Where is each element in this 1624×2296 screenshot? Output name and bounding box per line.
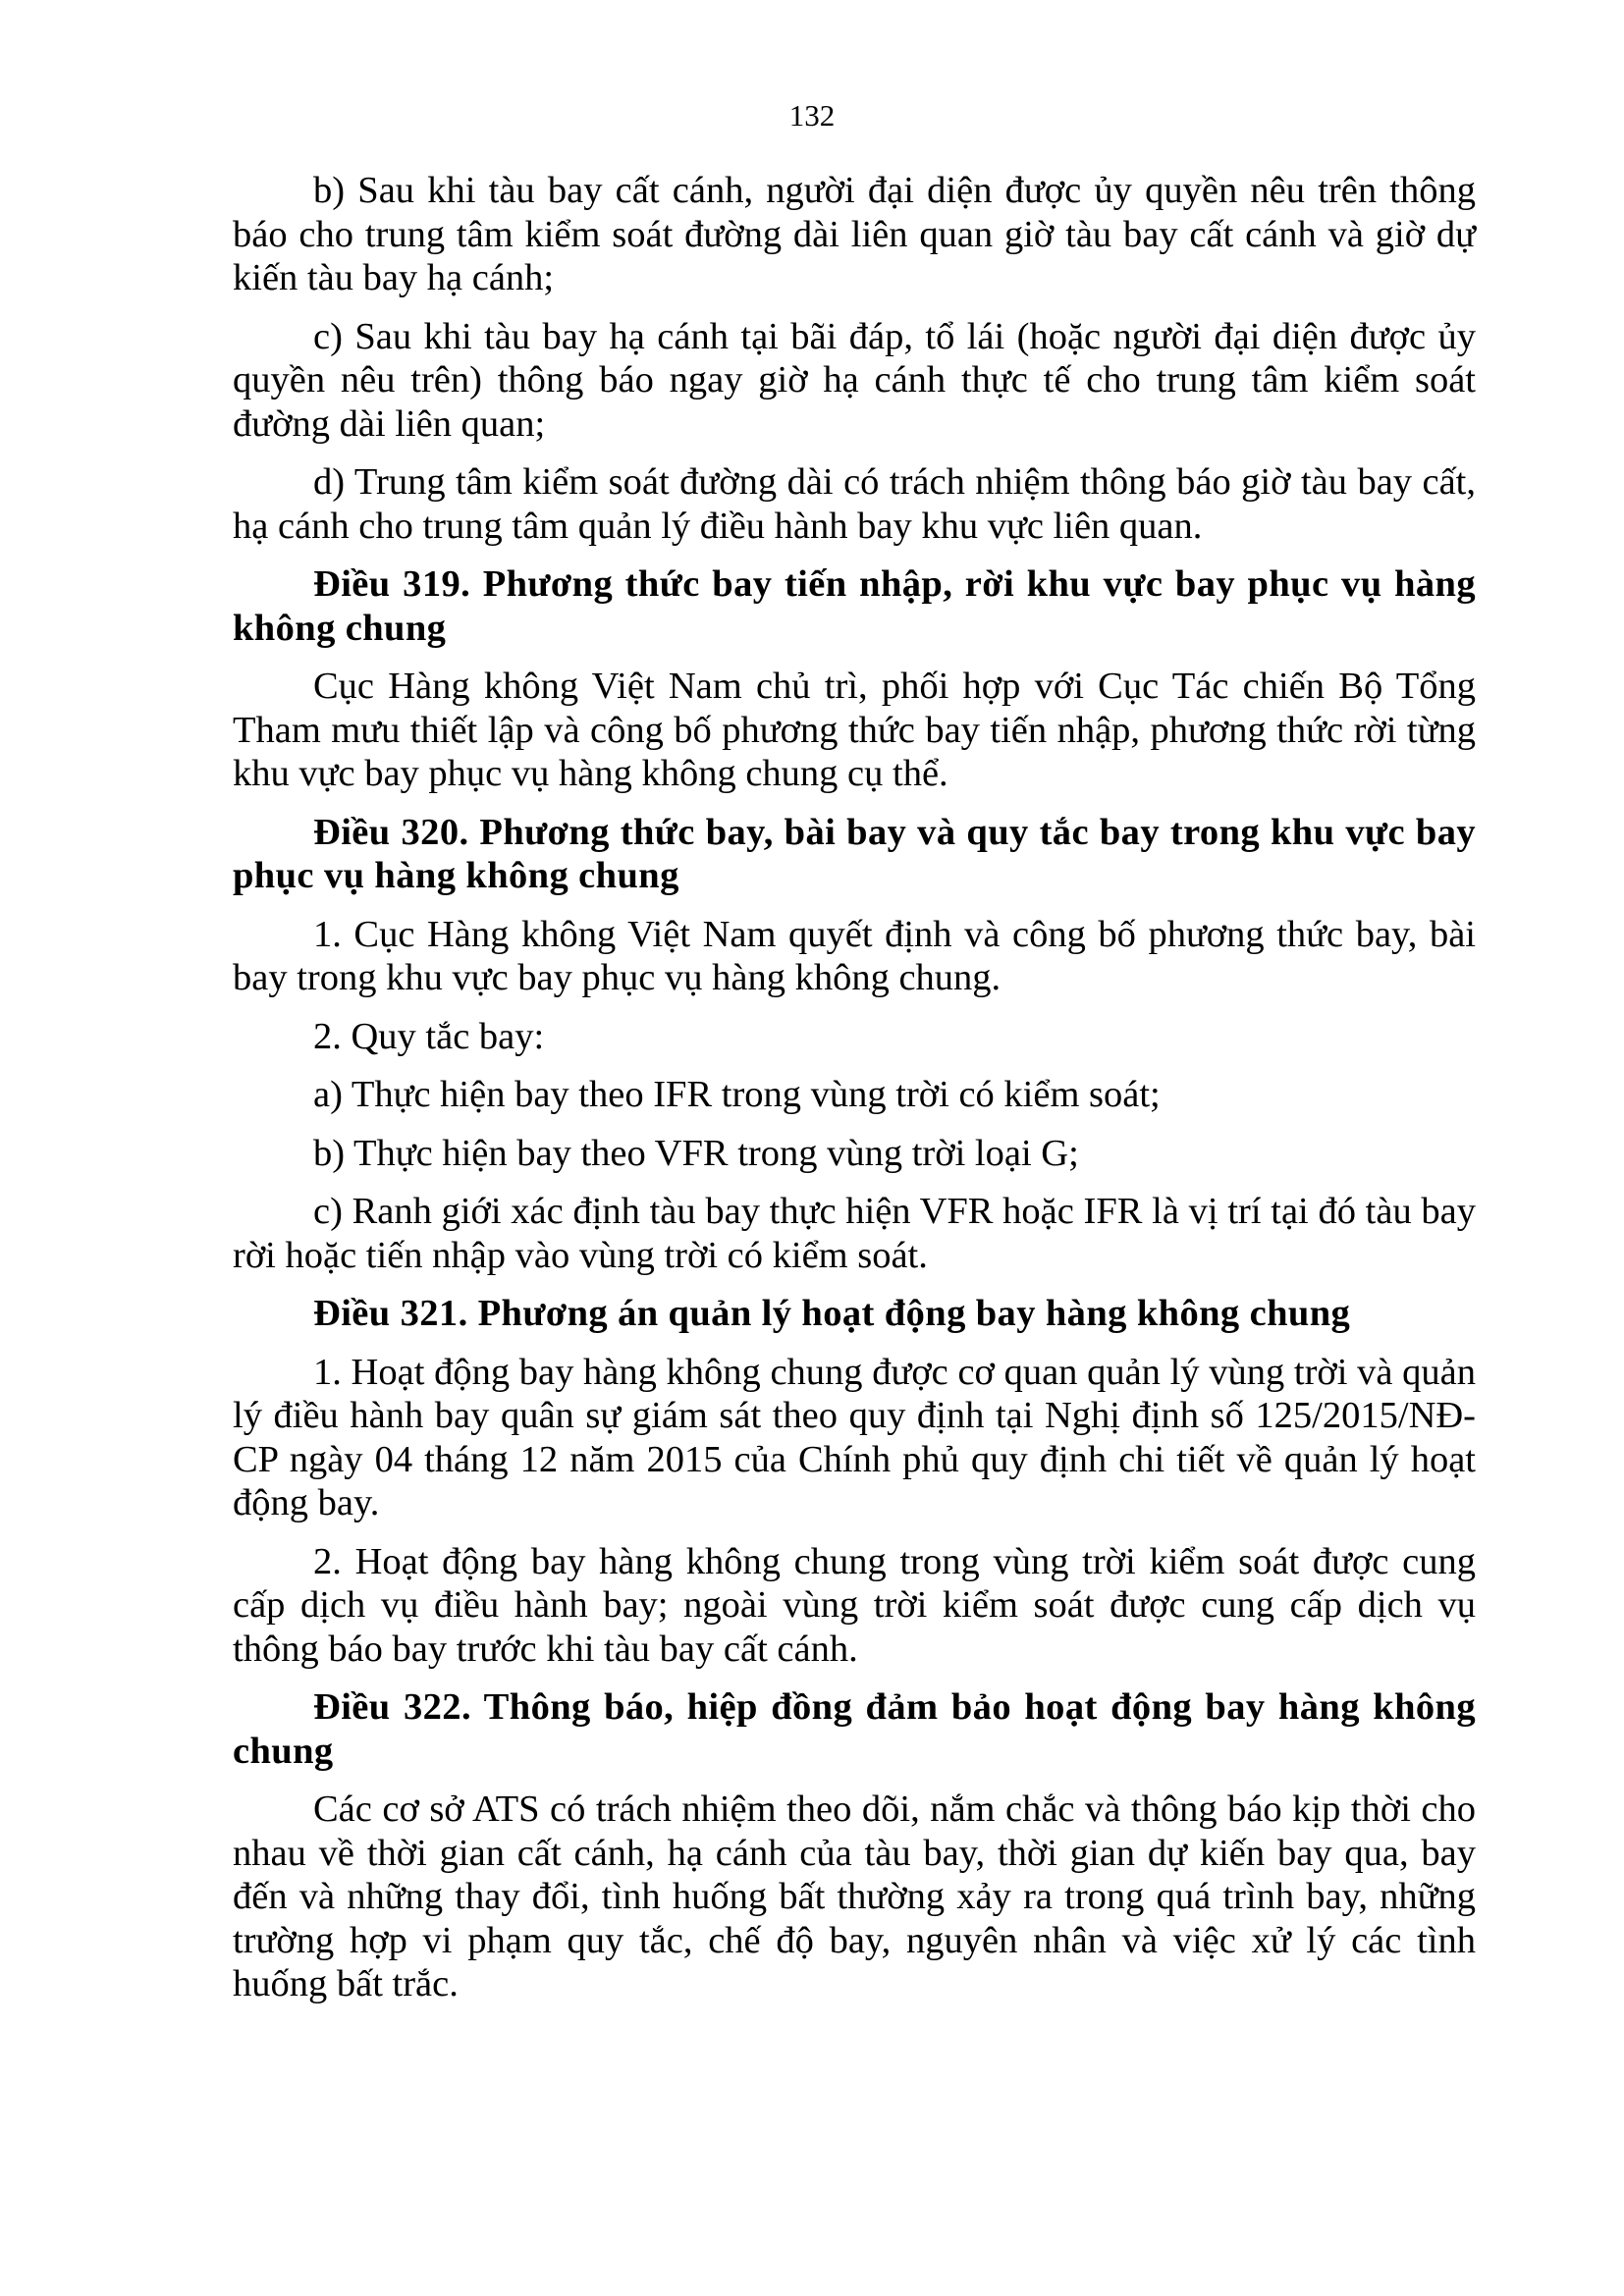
article-320-item-2c: c) Ranh giới xác định tàu bay thực hiện VFR hoặc IFR là vị trí tại đó tàu bay rời hoặc tiến nhập vào vùng trời có kiểm soát. <box>233 1191 1476 1276</box>
paragraph-d-center-responsibility: d) Trung tâm kiểm soát đường dài có trách nhiệm thông báo giờ tàu bay cất, hạ cánh cho trung tâm quản lý điều hành bay khu vực liên quan. <box>233 461 1476 547</box>
article-321-item-2: 2. Hoạt động bay hàng không chung trong vùng trời kiểm soát được cung cấp dịch vụ điều hành bay; ngoài vùng trời kiểm soát được cung cấp dịch vụ thông báo bay trước khi tàu bay cất cánh. <box>233 1540 1476 1670</box>
article-320-heading: Điều 320. Phương thức bay, bài bay và quy tắc bay trong khu vực bay phục vụ hàng không chung <box>233 811 1476 896</box>
article-321-item-1: 1. Hoạt động bay hàng không chung được cơ quan quản lý vùng trời và quản lý điều hành bay quân sự giám sát theo quy định tại Nghị định số 125/2015/NĐ-CP ngày 04 tháng 12 năm 2015 của Chính phủ quy định chi tiết về quản lý hoạt động bay. <box>233 1351 1476 1523</box>
article-320-item-2a: a) Thực hiện bay theo IFR trong vùng trời có kiểm soát; <box>313 1074 1161 1115</box>
paragraph-c-notify-landing: c) Sau khi tàu bay hạ cánh tại bãi đáp, tổ lái (hoặc người đại diện được ủy quyền nêu trên) thông báo ngay giờ hạ cánh thực tế cho trung tâm kiểm soát đường dài liên quan; <box>233 315 1476 445</box>
article-320-item-2b: b) Thực hiện bay theo VFR trong vùng trời loại G; <box>313 1132 1079 1174</box>
article-322-body: Các cơ sở ATS có trách nhiệm theo dõi, nắm chắc và thông báo kịp thời cho nhau về thời gian cất cánh, hạ cánh của tàu bay, thời gian dự kiến bay qua, bay đến và những thay đổi, tình huống bất thường xảy ra trong quá trình bay, những trường hợp vi phạm quy tắc, chế độ bay, nguyên nhân và việc xử lý các tình huống bất trắc. <box>233 1789 1476 2004</box>
document-body <box>233 169 1476 2021</box>
paragraph-b-notify-takeoff: b) Sau khi tàu bay cất cánh, người đại diện được ủy quyền nêu trên thông báo cho trung tâm kiểm soát đường dài liên quan giờ tàu bay cất cánh và giờ dự kiến tàu bay hạ cánh; <box>233 170 1476 298</box>
article-322-heading: Điều 322. Thông báo, hiệp đồng đảm bảo hoạt động bay hàng không chung <box>233 1686 1476 1772</box>
article-321-heading: Điều 321. Phương án quản lý hoạt động bay hàng không chung <box>313 1293 1351 1334</box>
article-319-heading: Điều 319. Phương thức bay tiến nhập, rời khu vực bay phục vụ hàng không chung <box>233 563 1476 649</box>
article-320-item-1: 1. Cục Hàng không Việt Nam quyết định và công bố phương thức bay, bài bay trong khu vực bay phục vụ hàng không chung. <box>233 913 1476 998</box>
page-number: 132 <box>788 98 836 133</box>
article-319-body: Cục Hàng không Việt Nam chủ trì, phối hợp với Cục Tác chiến Bộ Tổng Tham mưu thiết lập và công bố phương thức bay tiến nhập, phương thức rời từng khu vực bay phục vụ hàng không chung cụ thể. <box>233 666 1476 794</box>
article-320-item-2: 2. Quy tắc bay: <box>313 1015 545 1057</box>
